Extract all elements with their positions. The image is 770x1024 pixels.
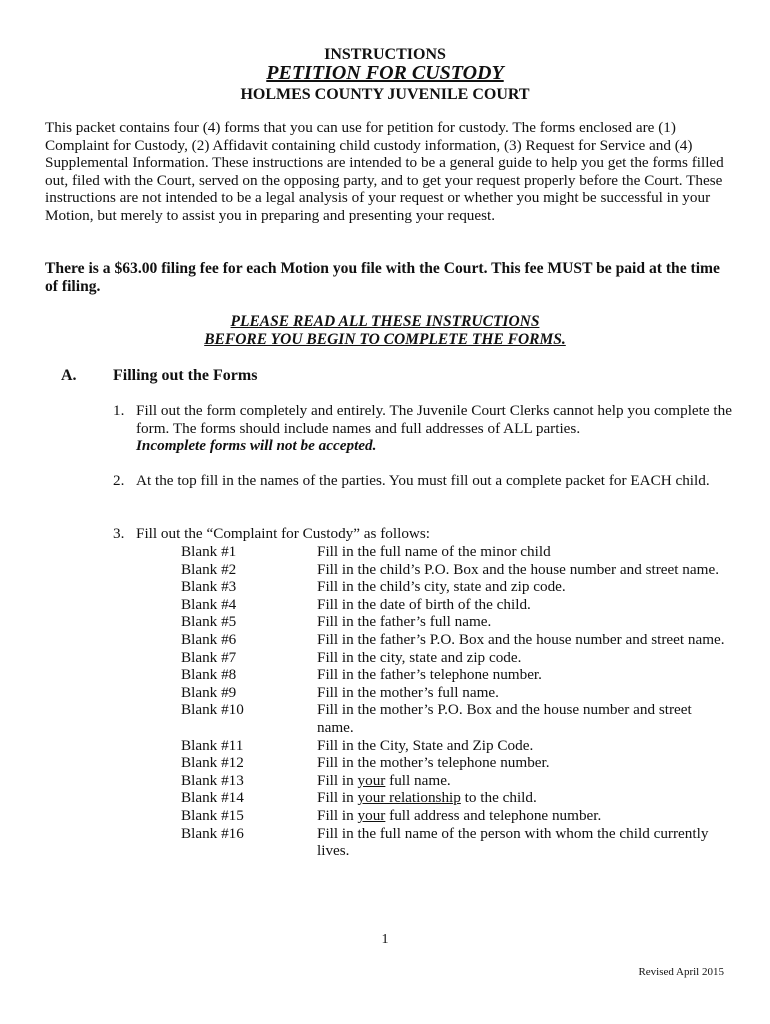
blank-label: Blank #6 bbox=[181, 630, 237, 648]
blank-row bbox=[181, 596, 741, 614]
blank-description: Fill in the child’s city, state and zip code. bbox=[317, 578, 566, 596]
filing-fee-notice: There is a $63.00 filing fee for each Motion you file with the Court. This fee MUST be paid at the time of filing. bbox=[45, 260, 720, 295]
blank-label: Blank #10 bbox=[181, 701, 244, 719]
blank-description: Fill in the child’s P.O. Box and the house number and street name. bbox=[317, 560, 719, 578]
blank-label: Blank #8 bbox=[181, 666, 237, 684]
item-number: 1. bbox=[113, 402, 125, 419]
blank-description: Fill in the full name of the person with whom the child currently lives. bbox=[317, 824, 709, 860]
blank-row bbox=[181, 561, 741, 579]
item-number: 2. bbox=[113, 472, 125, 489]
blank-row bbox=[181, 631, 741, 649]
section-letter: A. bbox=[61, 367, 77, 384]
blank-description: Fill in the mother’s full name. bbox=[317, 683, 499, 701]
blank-description: Fill in the date of birth of the child. bbox=[317, 595, 531, 613]
blank-label: Blank #16 bbox=[181, 824, 244, 842]
blank-description: Fill in the father’s telephone number. bbox=[317, 666, 542, 684]
intro-paragraph: This packet contains four (4) forms that you can use for petition for custody. The forms enclosed are (1) Complaint for Custody, (2) Affidavit containing child custody information, (3) Request for Service and (4) Supplemental Information. These instructions are intended to be a general guide to help you get the forms filled out, filed with the Court, served on the opposing party, and to get your request properly before the Court. These instructions are not intended to be a legal analysis of your request or whether you might be successful in your Motion, but merely to assist you in preparing and presenting your request. bbox=[45, 119, 724, 224]
blank-description: Fill in your full name. bbox=[317, 771, 451, 789]
blank-label: Blank #12 bbox=[181, 754, 244, 772]
instruction-item bbox=[113, 525, 733, 543]
instructions-heading: INSTRUCTIONS bbox=[324, 46, 446, 63]
blank-label: Blank #9 bbox=[181, 683, 237, 701]
item-text: At the top fill in the names of the parties. You must fill out a complete packet for EACH child. bbox=[136, 472, 710, 489]
underlined-word: your bbox=[357, 806, 386, 824]
blank-description: Fill in the father’s full name. bbox=[317, 613, 492, 631]
blank-row bbox=[181, 807, 741, 825]
blank-description: Fill in the mother’s telephone number. bbox=[317, 754, 550, 772]
blank-label: Blank #7 bbox=[181, 648, 237, 666]
blank-label: Blank #5 bbox=[181, 613, 237, 631]
blank-label: Blank #2 bbox=[181, 560, 237, 578]
blank-label: Blank #4 bbox=[181, 595, 237, 613]
blank-row bbox=[181, 543, 741, 561]
blank-label: Blank #3 bbox=[181, 578, 237, 596]
instruction-item bbox=[113, 402, 733, 455]
underlined-word: your bbox=[357, 771, 386, 789]
blank-row bbox=[181, 772, 741, 790]
instruction-item bbox=[113, 472, 733, 490]
section-title: Filling out the Forms bbox=[113, 367, 258, 384]
blank-label: Blank #1 bbox=[181, 543, 237, 560]
document-title: PETITION FOR CUSTODY bbox=[266, 62, 504, 84]
item-text: Fill out the “Complaint for Custody” as follows: bbox=[136, 525, 431, 542]
blank-row bbox=[181, 666, 741, 684]
blank-row bbox=[181, 701, 741, 736]
blank-row bbox=[181, 613, 741, 631]
blank-row bbox=[181, 754, 741, 772]
blank-label: Blank #13 bbox=[181, 771, 244, 789]
blank-row bbox=[181, 825, 741, 860]
incomplete-forms-warning: Incomplete forms will not be accepted. bbox=[136, 437, 377, 455]
item-text: Fill out the form completely and entirely. The Juvenile Court Clerks cannot help you complete the form. The forms should include names and full addresses of ALL parties. bbox=[136, 402, 732, 437]
blank-description: Fill in the city, state and zip code. bbox=[317, 648, 522, 666]
blank-description: Fill in your full address and telephone number. bbox=[317, 806, 602, 824]
blank-row bbox=[181, 684, 741, 702]
blank-label: Blank #14 bbox=[181, 789, 244, 807]
revision-date: Revised April 2015 bbox=[638, 966, 724, 978]
blank-label: Blank #15 bbox=[181, 806, 244, 824]
page-number: 1 bbox=[381, 932, 389, 947]
blank-description: Fill in the father’s P.O. Box and the house number and street name. bbox=[317, 630, 725, 648]
item-number: 3. bbox=[113, 525, 125, 542]
blank-description: Fill in your relationship to the child. bbox=[317, 789, 537, 807]
underlined-word: your relationship bbox=[357, 789, 461, 807]
blank-row bbox=[181, 789, 741, 807]
blank-row bbox=[181, 737, 741, 755]
court-name: HOLMES COUNTY JUVENILE COURT bbox=[240, 86, 530, 103]
read-instructions-warning-line2: BEFORE YOU BEGIN TO COMPLETE THE FORMS. bbox=[204, 331, 566, 348]
blank-row bbox=[181, 578, 741, 596]
read-instructions-warning-line1: PLEASE READ ALL THESE INSTRUCTIONS bbox=[230, 313, 540, 330]
blank-row bbox=[181, 649, 741, 667]
blank-description: Fill in the full name of the minor child bbox=[317, 543, 551, 560]
blank-instructions-table bbox=[181, 543, 741, 860]
blank-label: Blank #11 bbox=[181, 736, 244, 754]
blank-description: Fill in the City, State and Zip Code. bbox=[317, 736, 534, 754]
blank-description: Fill in the mother’s P.O. Box and the house number and street name. bbox=[317, 701, 692, 736]
